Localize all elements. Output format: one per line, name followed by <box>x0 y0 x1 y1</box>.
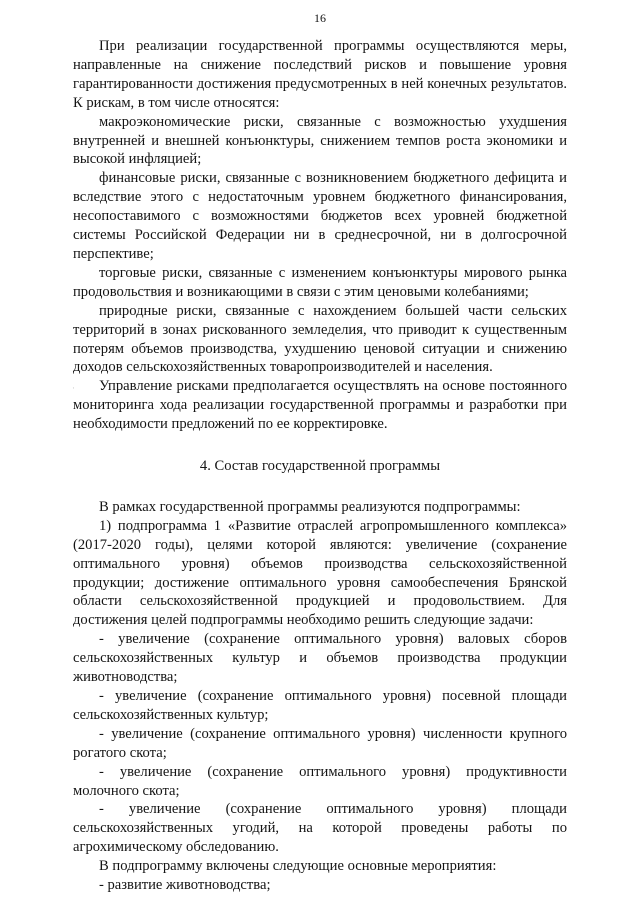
list-item-gross-harvest: - увеличение (сохранение оптимального уровня) валовых сборов сельскохозяйственных культур и объемов производства продукции животноводства; <box>73 631 567 686</box>
list-item-livestock: - развитие животноводства; <box>99 877 271 894</box>
list-item-dairy-productivity: - увеличение (сохранение оптимального уровня) продуктивности молочного скота; <box>73 763 567 799</box>
paragraph-trade-risks: торговые риски, связанные с изменением конъюнктуры мирового рынка продовольствия и возникающими в связи с этим ценовыми колебаниями; <box>73 264 567 300</box>
paragraph-financial-risks: финансовые риски, связанные с возникновением бюджетного дефицита и вследствие этого с недостаточным уровнем бюджетного финансирования, несопоставимого с возможностями бюджетов всех уровней бюджетной системы Российской Федерации ни в среднесрочной, ни в долгосрочной перспективе; <box>73 170 567 262</box>
document-body <box>73 37 567 895</box>
page-number: 16 <box>314 11 326 25</box>
paragraph-risk-management: Управление рисками предполагается осуществлять на основе постоянного мониторинга хода реализации государственной программы и разработки при необходимости предложений по ее корректировке. <box>73 378 567 433</box>
paragraph-macro-risks: макроэкономические риски, связанные с возможностью ухудшения внутренней и внешней конъюнктуры, снижением темпов роста экономики и высокой инфляцией; <box>73 113 567 168</box>
paragraph-main-activities: В подпрограмму включены следующие основные мероприятия: <box>99 858 497 875</box>
list-item-surveyed-land: - увеличение (сохранение оптимального уровня) площади сельскохозяйственных угодий, на которой проведены работы по агрохимическому обследованию. <box>73 801 567 856</box>
paragraph-subprograms-intro: В рамках государственной программы реализуются подпрограммы: <box>99 498 521 515</box>
paragraph-natural-risks: природные риски, связанные с нахождением большей части сельских территорий в зонах рискованного земледелия, что приводит к существенным потерям объемов производства, ухудшению ценовой ситуации и снижению доходов сельскохозяйственных товаропроизводителей и населения. <box>73 302 567 376</box>
list-item-cattle-count: - увеличение (сохранение оптимального уровня) численности крупного рогатого скота; <box>73 725 567 761</box>
paragraph-subprogram-1: 1) подпрограмма 1 «Развитие отраслей агропромышленного комплекса» (2017-2020 годы), целями которой являются: увеличение (сохранение оптимального уровня) объемов производства сельскохозяйственной продукции; достижение оптимального уровня самообеспечения Брянской области сельскохозяйственной продукцией и продовольствием. Для достижения целей подпрограммы необходимо решить следующие задачи: <box>73 517 567 629</box>
section-heading: 4. Состав государственной программы <box>199 458 441 475</box>
paragraph-risks-intro: При реализации государственной программы осуществляются меры, направленные на снижение последствий рисков и повышение уровня гарантированности достижения предусмотренных в ней конечных результатов. К рискам, в том числе относятся: <box>73 38 567 111</box>
list-item-sown-area: - увеличение (сохранение оптимального уровня) посевной площади сельскохозяйственных культур; <box>73 688 567 723</box>
scan-speck: · <box>72 383 75 393</box>
